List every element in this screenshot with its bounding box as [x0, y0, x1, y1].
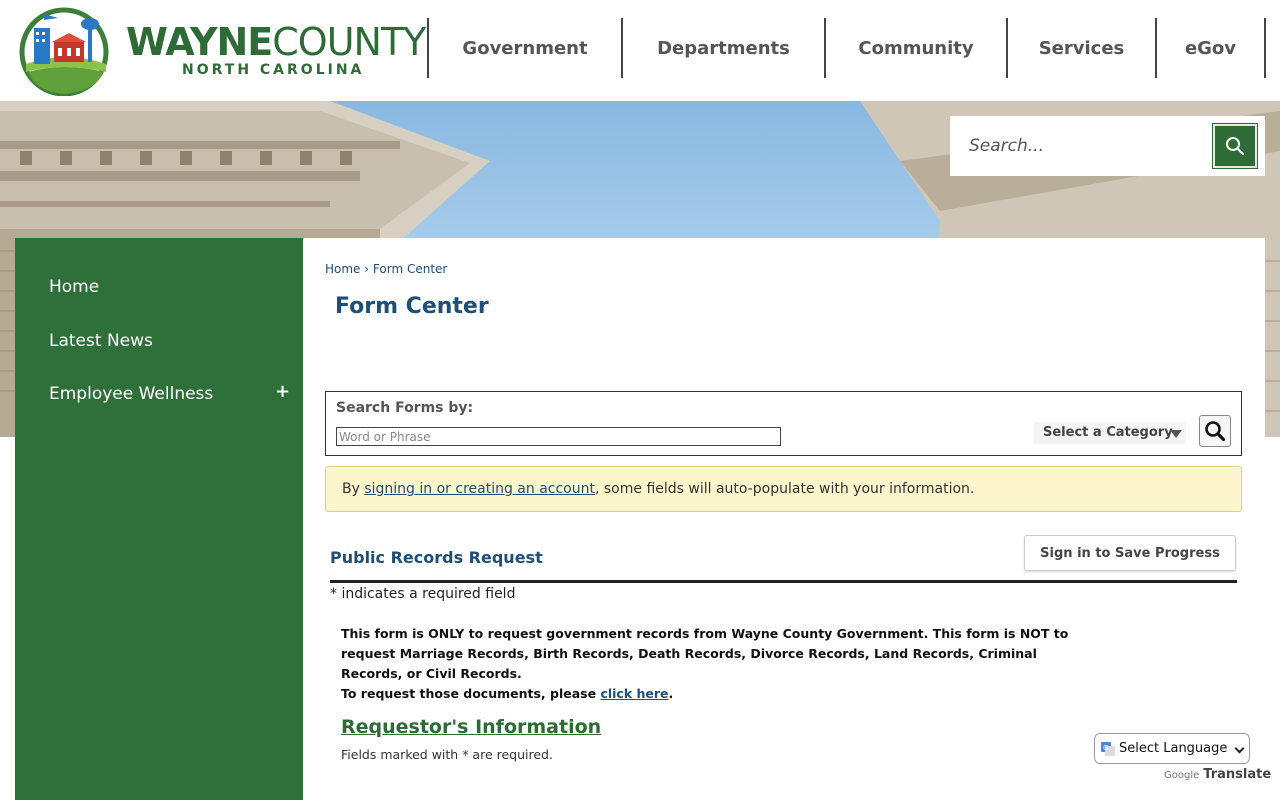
sidebar-item-latest-news[interactable]: Latest News: [49, 331, 153, 351]
nav-community[interactable]: Community: [824, 18, 1006, 78]
form-search-input[interactable]: [336, 427, 781, 446]
expand-icon[interactable]: +: [275, 381, 291, 402]
sidebar-item-employee-wellness[interactable]: Employee Wellness: [49, 384, 214, 404]
chevron-down-icon: [1235, 744, 1245, 754]
section-subtitle: Fields marked with * are required.: [341, 747, 553, 762]
disclaimer-link-line: To request those documents, please click here.: [341, 686, 674, 701]
logo-wordmark: WAYNECOUNTY: [126, 20, 426, 64]
nav-government[interactable]: Government: [427, 18, 621, 78]
google-translate-icon: [1100, 741, 1116, 757]
wayne-county-logo[interactable]: [14, 6, 424, 96]
form-search-label: Search Forms by:: [336, 400, 474, 416]
nav-services[interactable]: Services: [1006, 18, 1155, 78]
google-label: Google: [1164, 770, 1200, 781]
search-icon: [1225, 136, 1245, 156]
form-search-panel: [325, 391, 1242, 456]
language-select[interactable]: [1094, 733, 1250, 764]
sidebar-item-home[interactable]: Home: [49, 277, 100, 297]
sign-in-save-progress-button[interactable]: Sign in to Save Progress: [1024, 535, 1236, 571]
nav-departments[interactable]: Departments: [621, 18, 824, 78]
breadcrumb: [325, 262, 447, 276]
signin-link[interactable]: signing in or creating an account: [364, 481, 595, 497]
county-emblem-icon: [14, 6, 118, 96]
site-search-button[interactable]: [1213, 124, 1257, 168]
svg-text:G: G: [1103, 743, 1109, 752]
main-content: [303, 238, 1265, 800]
language-select-label: Select Language: [1119, 741, 1228, 756]
form-title: Public Records Request: [330, 548, 543, 567]
logo-state: NORTH CAROLINA: [182, 62, 365, 78]
category-select[interactable]: [1034, 422, 1186, 444]
breadcrumb-home-link[interactable]: Home: [325, 262, 361, 276]
divider: [330, 580, 1237, 583]
nav-egov[interactable]: eGov: [1155, 18, 1266, 78]
form-disclaimer: [341, 624, 1101, 704]
site-search-input[interactable]: [950, 116, 1212, 176]
breadcrumb-current[interactable]: Form Center: [372, 262, 448, 276]
category-select-label: Select a Category: [1043, 425, 1173, 440]
site-header: [0, 0, 1280, 101]
breadcrumb-separator: ›: [364, 262, 370, 276]
magnifier-icon: [1204, 420, 1226, 442]
form-search-button[interactable]: [1199, 415, 1231, 447]
powered-by-google[interactable]: [1164, 767, 1271, 782]
disclaimer-text: This form is ONLY to request government records from Wayne County Government. This form is NOT to request Marriage Records, Birth Records, Death Records, Divorce Records, Land Records, Criminal Records, or Civil Records.: [341, 626, 1069, 681]
main-nav: [427, 18, 1266, 78]
required-note: * indicates a required field: [330, 586, 516, 602]
caret-down-icon: [1170, 430, 1182, 438]
sidebar-nav: [15, 238, 303, 800]
click-here-link[interactable]: click here: [600, 686, 669, 701]
signin-notice: [325, 466, 1242, 512]
section-title-requestor: Requestor's Information: [341, 716, 602, 738]
translate-label: Translate: [1203, 767, 1272, 782]
page-title: Form Center: [335, 294, 489, 319]
notice-prefix: By: [342, 481, 365, 497]
notice-suffix: , some fields will auto-populate with your information.: [594, 481, 975, 497]
site-search: [950, 116, 1265, 176]
